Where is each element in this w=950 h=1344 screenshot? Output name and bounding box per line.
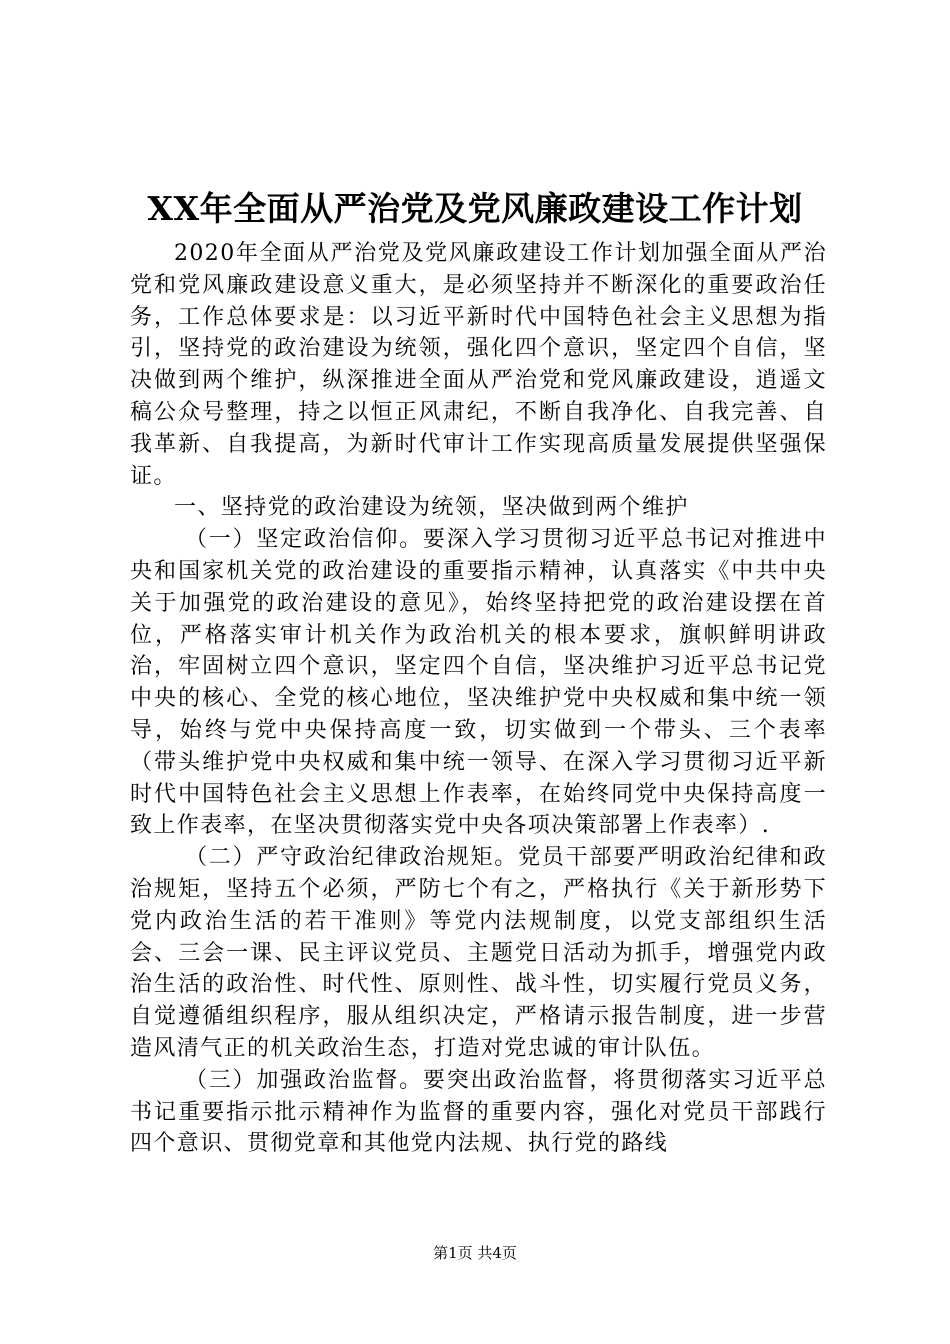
document-body [130, 238, 827, 1160]
subsection-paragraph-1: （一）坚定政治信仰。要深入学习贯彻习近平总书记对推进中央和国家机关党的政治建设的重要指示精神，认真落实《中共中央关于加强党的政治建设的意见》，始终坚持把党的政治建设摆在首位，严格落实审计机关作为政治机关的根本要求，旗帜鲜明讲政治，牢固树立四个意识，坚定四个自信，坚决维护习近平总书记党中央的核心、全党的核心地位，坚决维护党中央权威和集中统一领导，始终与党中央保持高度一致，切实做到一个带头、三个表率（带头维护党中央权威和集中统一领导、在深入学习贯彻习近平新时代中国特色社会主义思想上作表率，在始终同党中央保持高度一致上作表率，在坚决贯彻落实党中央各项决策部署上作表率）. [130, 527, 827, 839]
page-number-footer: 第1页 共4页 [433, 1244, 517, 1262]
subsection-paragraph-3: （三）加强政治监督。要突出政治监督，将贯彻落实习近平总书记重要指示批示精神作为监督的重要内容，强化对党员干部践行四个意识、贯彻党章和其他党内法规、执行党的路线 [130, 1067, 827, 1157]
document-title: XX年全面从严治党及党风廉政建设工作计划 [147, 189, 803, 228]
subsection-paragraph-2: （二）严守政治纪律政治规矩。党员干部要严明政治纪律和政治规矩，坚持五个必须，严防七个有之，严格执行《关于新形势下党内政治生活的若干准则》等党内法规制度，以党支部组织生活会、三会一课、民主评议党员、主题党日活动为抓手，增强党内政治生活的政治性、时代性、原则性、战斗性，切实履行党员义务，自觉遵循组织程序，服从组织决定，严格请示报告制度，进一步营造风清气正的机关政治生态，打造对党忠诚的审计队伍。 [130, 845, 827, 1061]
section-heading-1: 一、坚持党的政治建设为统领，坚决做到两个维护 [174, 495, 689, 521]
intro-paragraph: 2020年全面从严治党及党风廉政建设工作计划加强全面从严治党和党风廉政建设意义重大，是必须坚持并不断深化的重要政治任务，工作总体要求是：以习近平新时代中国特色社会主义思想为指引，坚持党的政治建设为统领，强化四个意识，坚定四个自信，坚决做到两个维护，纵深推进全面从严治党和党风廉政建设，逍遥文稿公众号整理，持之以恒正风肃纪，不断自我净化、自我完善、自我革新、自我提高，为新时代审计工作实现高质量发展提供坚强保证。 [130, 241, 827, 489]
